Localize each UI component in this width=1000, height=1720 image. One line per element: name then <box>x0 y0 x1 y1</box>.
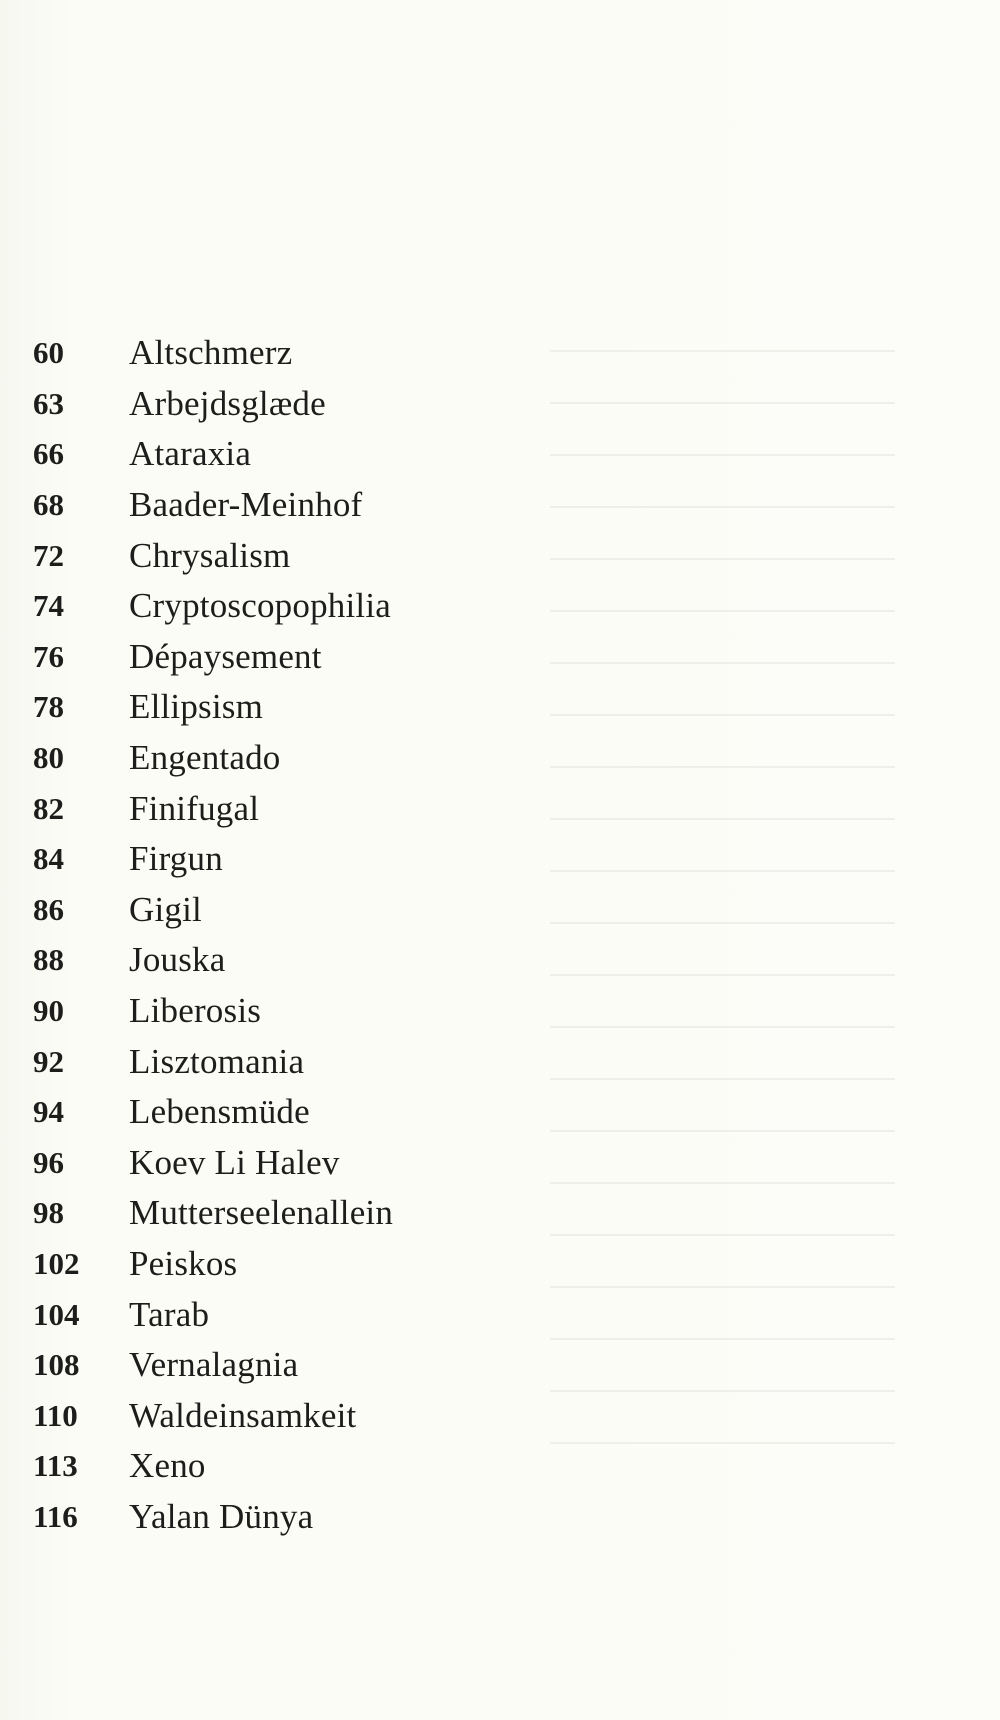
toc-entry <box>33 429 393 480</box>
page-number: 96 <box>33 1144 64 1180</box>
page-number: 116 <box>33 1498 78 1534</box>
entry-title: Yalan Dünya <box>129 1496 314 1536</box>
page-number: 108 <box>33 1347 80 1383</box>
page-number: 110 <box>33 1397 78 1433</box>
page-number: 72 <box>33 537 64 573</box>
entry-title: Xeno <box>129 1446 206 1486</box>
toc-entry <box>33 935 393 986</box>
page-number: 86 <box>33 891 64 927</box>
toc-entry <box>33 783 393 834</box>
entry-title: Gigil <box>129 889 202 929</box>
page-number: 78 <box>33 689 64 725</box>
entry-title: Waldeinsamkeit <box>129 1395 357 1435</box>
entry-title: Jouska <box>129 940 226 980</box>
page-number: 113 <box>33 1448 78 1484</box>
entry-title: Engentado <box>129 738 281 778</box>
page-number: 88 <box>33 942 64 978</box>
page-number: 94 <box>33 1094 64 1130</box>
toc-entry <box>33 632 393 683</box>
page-number: 76 <box>33 638 64 674</box>
toc-entry <box>33 379 393 430</box>
toc-entry <box>33 581 393 632</box>
entry-title: Tarab <box>129 1294 210 1334</box>
entry-title: Arbejdsglæde <box>129 383 326 423</box>
entry-title: Mutterseelenallein <box>129 1193 394 1233</box>
toc-entry <box>33 1390 393 1441</box>
toc-entry <box>33 885 393 936</box>
entry-title: Ellipsism <box>129 687 264 727</box>
toc-entry <box>33 1340 393 1391</box>
page-number: 63 <box>33 385 64 421</box>
page-number: 82 <box>33 790 64 826</box>
toc-entry <box>33 1289 393 1340</box>
toc-entry <box>33 1087 393 1138</box>
page-number: 66 <box>33 436 64 472</box>
show-through-text <box>550 350 895 1500</box>
entry-title: Firgun <box>129 839 223 879</box>
entry-title: Lisztomania <box>129 1041 305 1081</box>
page-number: 98 <box>33 1195 64 1231</box>
toc-entry <box>33 1441 393 1492</box>
entry-title: Cryptoscopophilia <box>129 586 391 626</box>
entry-title: Koev Li Halev <box>129 1142 340 1182</box>
table-of-contents <box>33 328 393 1542</box>
entry-title: Peiskos <box>129 1243 238 1283</box>
entry-title: Baader-Meinhof <box>129 485 363 525</box>
entry-title: Chrysalism <box>129 535 291 575</box>
toc-entry <box>33 328 393 379</box>
page-number: 92 <box>33 1043 64 1079</box>
page-number: 84 <box>33 841 64 877</box>
entry-title: Finifugal <box>129 788 260 828</box>
page-number: 102 <box>33 1245 80 1281</box>
toc-entry <box>33 733 393 784</box>
page-number: 60 <box>33 335 64 371</box>
toc-entry <box>33 530 393 581</box>
toc-entry <box>33 1492 393 1543</box>
toc-entry <box>33 1239 393 1290</box>
toc-entry <box>33 1138 393 1189</box>
page-number: 90 <box>33 993 64 1029</box>
page-number: 104 <box>33 1296 80 1332</box>
toc-entry <box>33 1036 393 1087</box>
page-number: 74 <box>33 588 64 624</box>
page-number: 80 <box>33 740 64 776</box>
toc-entry <box>33 1188 393 1239</box>
entry-title: Vernalagnia <box>129 1345 299 1385</box>
toc-entry <box>33 682 393 733</box>
entry-title: Altschmerz <box>129 333 293 373</box>
page-number: 68 <box>33 487 64 523</box>
entry-title: Dépaysement <box>129 636 322 676</box>
toc-entry <box>33 986 393 1037</box>
entry-title: Liberosis <box>129 991 262 1031</box>
entry-title: Ataraxia <box>129 434 252 474</box>
toc-entry <box>33 834 393 885</box>
toc-entry <box>33 480 393 531</box>
entry-title: Lebensmüde <box>129 1092 310 1132</box>
